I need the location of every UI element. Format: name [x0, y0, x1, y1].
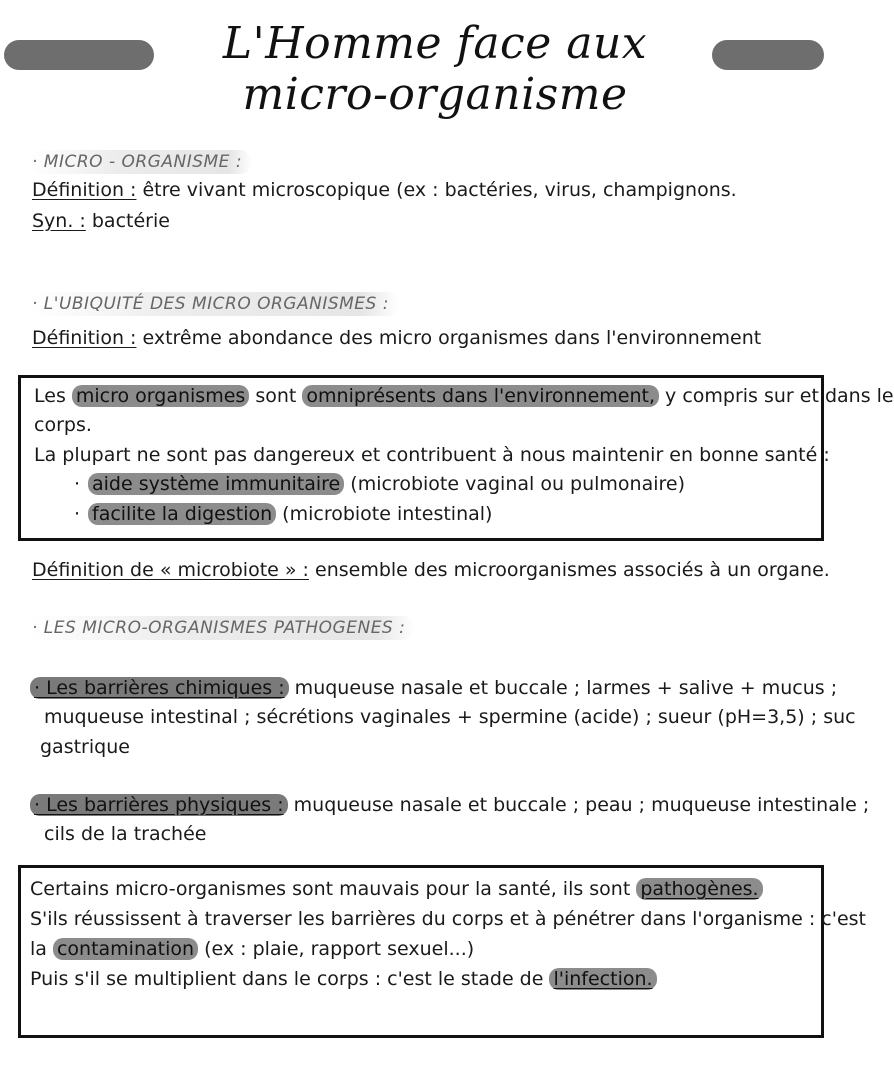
micro-synonym-text: bactérie	[85, 210, 170, 232]
micro-synonym	[32, 207, 170, 236]
box1-bullet-digestion	[74, 500, 492, 529]
box1-text: y compris sur et dans le	[659, 385, 894, 407]
highlight-infection: l'infection.	[549, 968, 656, 990]
box1-line1	[34, 382, 894, 411]
barrieres-chimiques-line2: muqueuse intestinal ; sécrétions vaginales + spermine (acide) ; sueur (pH=3,5) ; suc	[44, 706, 856, 728]
title-pill-right	[712, 40, 824, 70]
micro-definition	[32, 176, 737, 205]
title-pill-left	[4, 40, 154, 70]
highlight-omnipresents: omniprésents dans l'environnement,	[302, 385, 659, 407]
box2-text: Puis s'il se multiplient dans le corps : c'est le stade de	[30, 968, 550, 990]
highlight-micro-organismes: micro organismes	[72, 385, 249, 407]
box1-line3: La plupart ne sont pas dangereux et contribuent à nous maintenir en bonne santé :	[34, 444, 830, 466]
heading-ubiquite: · L'UBIQUITÉ DES MICRO ORGANISMES :	[30, 292, 399, 316]
box2-line4	[30, 965, 657, 994]
barrieres-chimiques-line1	[30, 674, 837, 703]
highlight-pathogenes: pathogènes.	[636, 878, 762, 900]
box2-line3	[30, 935, 474, 964]
box1-bullet-immunitaire	[74, 470, 685, 499]
barrieres-chimiques-text: muqueuse nasale et buccale ; larmes + salive + mucus ;	[288, 677, 838, 699]
micro-definition-text: être vivant microscopique (ex : bactéries, virus, champignons.	[136, 179, 737, 201]
barrieres-chimiques-line3: gastrique	[40, 736, 130, 758]
highlight-barrieres-chimiques: · Les barrières chimiques :	[30, 677, 289, 699]
box2-line1	[30, 875, 763, 904]
page-title: L'Homme face aux micro-organisme	[222, 18, 648, 120]
box1-text: Les	[34, 385, 72, 407]
micro-synonym-label: Syn. :	[32, 210, 86, 232]
micro-definition-label: Définition :	[32, 179, 137, 201]
barrieres-physiques-line2: cils de la trachée	[44, 823, 207, 845]
ubiquite-definition-text: extrême abondance des micro organismes dans l'environnement	[136, 327, 762, 349]
box1-line2: corps.	[34, 414, 92, 436]
box1-bullet-text: (microbiote intestinal)	[276, 503, 493, 525]
box2-text: la	[30, 938, 53, 960]
box1-bullet-text: (microbiote vaginal ou pulmonaire)	[344, 473, 686, 495]
microbiote-definition	[32, 556, 830, 585]
microbiote-definition-label: Définition de « microbiote » :	[32, 559, 309, 581]
microbiote-definition-text: ensemble des microorganismes associés à un organe.	[308, 559, 830, 581]
bullet-icon: ·	[74, 503, 81, 525]
box1-text: sont	[249, 385, 303, 407]
heading-micro-organisme: · MICRO - ORGANISME :	[30, 150, 252, 174]
barrieres-physiques-text: muqueuse nasale et buccale ; peau ; muqueuse intestinale ;	[287, 794, 870, 816]
highlight-contamination: contamination	[53, 938, 198, 960]
ubiquite-definition-label: Définition :	[32, 327, 137, 349]
highlight-systeme-immunitaire: aide système immunitaire	[88, 473, 344, 495]
highlight-barrieres-physiques: · Les barrières physiques :	[30, 794, 288, 816]
box2-text: (ex : plaie, rapport sexuel...)	[198, 938, 475, 960]
box2-text: Certains micro-organismes sont mauvais pour la santé, ils sont	[30, 878, 637, 900]
box2-line2: S'ils réussissent à traverser les barrières du corps et à pénétrer dans l'organisme : c'est	[30, 908, 867, 930]
ubiquite-definition	[32, 324, 761, 353]
highlight-digestion: facilite la digestion	[88, 503, 276, 525]
heading-pathogenes: · LES MICRO-ORGANISMES PATHOGENES :	[30, 616, 415, 640]
barrieres-physiques-line1	[30, 791, 869, 820]
bullet-icon: ·	[74, 473, 81, 495]
